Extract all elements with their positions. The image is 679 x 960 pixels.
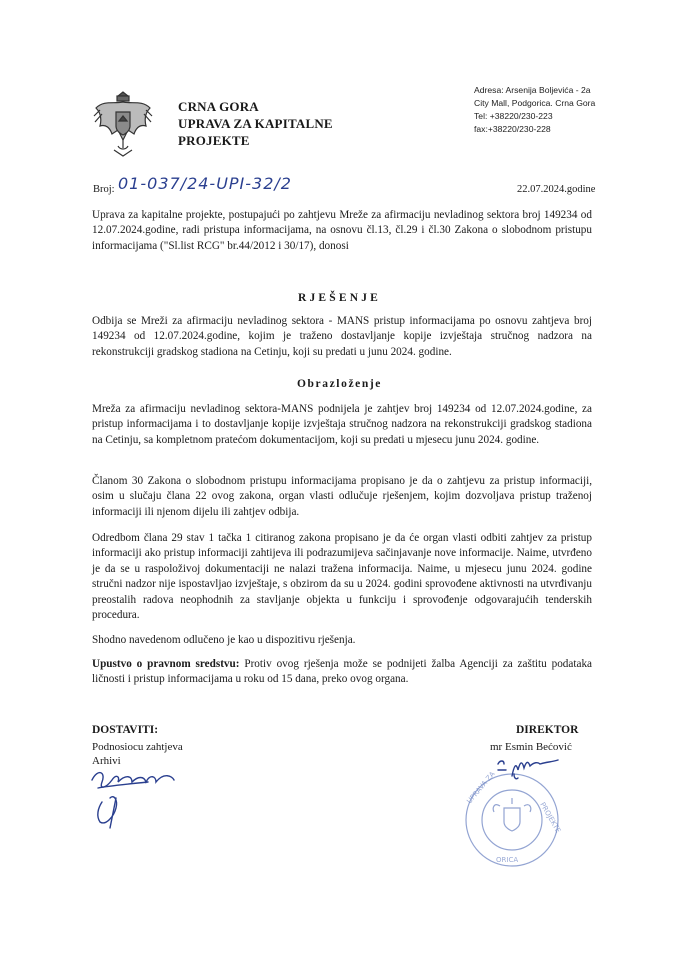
recipient-archive: Arhivi xyxy=(92,755,121,767)
intro-paragraph: Uprava za kapitalne projekte, postupajući po zahtjevu Mreže za afirmaciju nevladinog sektora broj 149234 od 12.07.2024.godine, radi pristupa informacijama, na osnovu čl.13, čl.29 i čl.30 Zakona o slobodnom pristupu informacijama ("Sl.list RCG" br.44/2012 i 30/17), donosi xyxy=(92,209,592,252)
address-fax: fax:+38220/230-228 xyxy=(474,124,551,134)
reference-label: Broj: xyxy=(93,184,115,195)
svg-text:UPRAVA ZA: UPRAVA ZA xyxy=(465,770,497,806)
director-name: mr Esmin Bećović xyxy=(490,741,572,753)
reference-number: 01-037/24-UPI-32/2 xyxy=(118,174,292,193)
recipients-title: DOSTAVITI: xyxy=(92,724,159,736)
reasoning-paragraph-4: Shodno navedenom odlučeno je kao u dispozitivu rješenja. xyxy=(92,634,356,646)
left-signature xyxy=(80,758,190,838)
reasoning-paragraph-3: Odredbom člana 29 stav 1 tačka 1 citiranog zakona propisano je da će organ vlasti odbiti zahtjev za pristup informaciji ako pristup informaciji zahtijeva ili podrazumijeva sačinjavanje nove informacije. Naime, utvrđeno je da se u raspoloživoj dokumentaciji ne nalazi tražena informacija. Naime, u mjesecu junu 2024. godine stručni nadzor nije ispostavljao izvještaje, s obzirom da su u 2024. godini sprovođene aktivnosti na utvrđivanju preostalih radova neophodnih za stavljanje objekta u funkciju i sprovođenje odgovarajućih tenderskih procedura. xyxy=(92,532,592,622)
address-phone: Tel: +38220/230-223 xyxy=(474,111,553,121)
svg-text:PROJEKTE: PROJEKTE xyxy=(538,801,563,835)
recipient-applicant: Podnosiocu zahtjeva xyxy=(92,741,183,753)
address-line-2: City Mall, Podgorica. Crna Gora xyxy=(474,98,596,108)
contact-address xyxy=(474,84,595,136)
legal-remedy-label: Upustvo o pravnom sredstvu: xyxy=(92,658,240,670)
reasoning-paragraph-1: Mreža za afirmaciju nevladinog sektora-MANS podnijela je zahtjev broj 149234 od 12.07.2024.godine, za pristup informacijama i to dostavljanje kopije izvještaja stručnog nadzora na rekonstrukciji gradskog stadiona na Cetinju, sa kompletnom pratećom dokumentacijom, koji su predati u mjesecu junu 2024. godine. xyxy=(92,403,592,446)
org-line-3: PROJEKTE xyxy=(178,133,250,148)
document-date: 22.07.2024.godine xyxy=(517,184,596,195)
coat-of-arms-icon xyxy=(92,88,154,158)
director-title: DIREKTOR xyxy=(516,724,579,736)
legal-remedy-text: Protiv ovog rješenja može se podnijeti žalba Agenciji za zaštitu podataka ličnosti i pristup informacijama u roku od 15 dana, preko ovog organa. xyxy=(92,658,593,686)
organization-name xyxy=(178,98,333,149)
svg-text:ORICA: ORICA xyxy=(496,856,519,864)
director-signature xyxy=(494,752,564,786)
reasoning-title: Obrazloženje xyxy=(297,378,382,390)
reasoning-paragraph-2: Članom 30 Zakona o slobodnom pristupu informacijama propisano je da o zahtjevu za pristup informaciji, osim u slučaju člana 22 ovog zakona, organ vlasti odlučuje rješenjem, kojim dozvoljava pristup traženoj informaciji ili njenom dijelu ili zahtjev odbija. xyxy=(92,475,592,518)
decision-title: RJEŠENJE xyxy=(297,292,382,304)
decision-paragraph: Odbija se Mreži za afirmaciju nevladinog sektora - MANS pristup informacijama po osnovu zahtjeva broj 149234 od 12.07.2024.godine, kojim je traženo dostavljanje kopije izvještaja stručnog nadzora na rekonstrukciji gradskog stadiona na Cetinju, koji su predati u junu 2024. godine. xyxy=(92,315,592,358)
legal-remedy-paragraph xyxy=(92,657,592,688)
org-line-2: UPRAVA ZA KAPITALNE xyxy=(178,116,333,131)
address-line-1: Adresa: Arsenija Boljevića - 2a xyxy=(474,85,591,95)
org-line-1: CRNA GORA xyxy=(178,99,259,114)
